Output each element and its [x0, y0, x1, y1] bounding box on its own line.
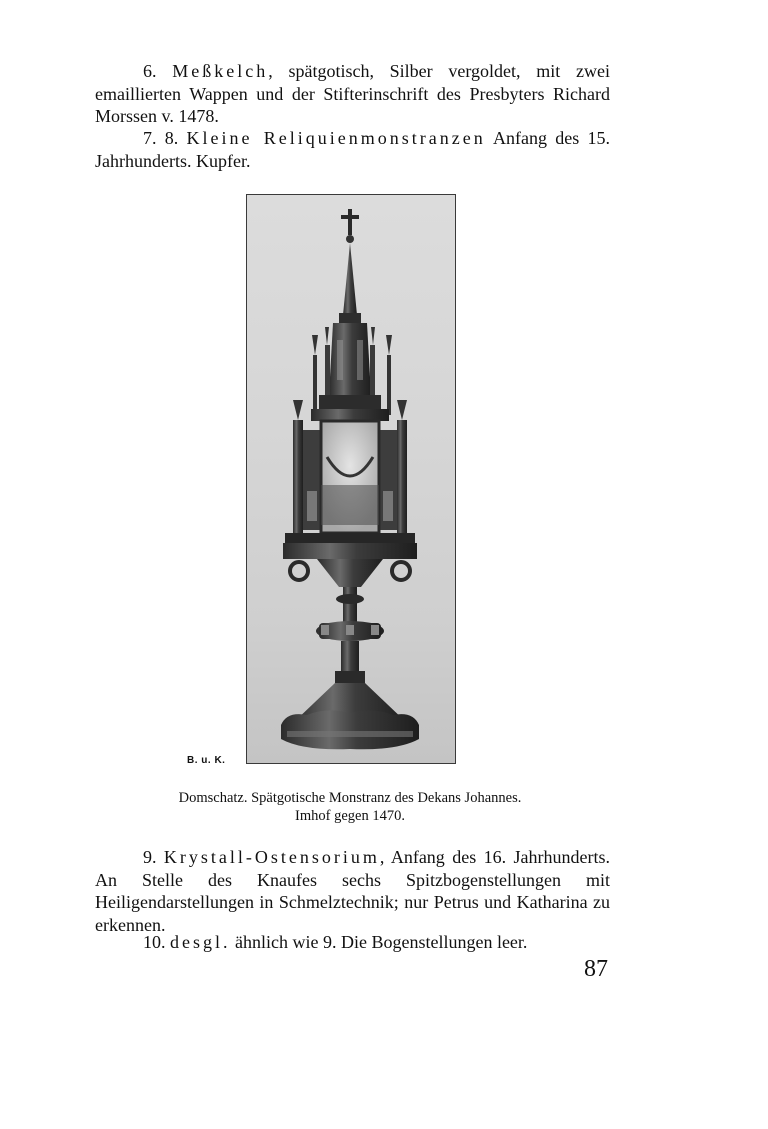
entry-text: , Anfang des 16. Jahrhunderts. An Stelle des Knaufes sechs Spitzbogenstellungen mit Heiligendarstellungen in Schmelztechnik; nur Petrus und Katharina zu erkennen. — [95, 847, 611, 935]
entry-text: Anfang des 15. Jahrhunderts. Kupfer. — [95, 128, 611, 171]
entry-7-8 — [95, 127, 610, 172]
entry-number: 9. — [143, 847, 157, 867]
entry-text: , spätgotisch, Silber vergoldet, mit zwei emaillierten Wappen und der Stifterinschrift des Presbyters Richard Morssen v. 1478. — [95, 61, 610, 126]
caption-line: Domschatz. Spätgotische Monstranz des Dekans Johannes. — [178, 790, 522, 806]
entry-number: 7. 8. — [143, 128, 179, 148]
page-number: 87 — [584, 956, 608, 982]
entry-title: Meßkelch — [172, 61, 269, 81]
entry-number: 6. — [143, 61, 157, 81]
entry-10 — [95, 931, 610, 954]
monstrance-photograph — [246, 194, 456, 764]
photo-credit: B. u. K. — [187, 755, 226, 766]
entry-text: ähnlich wie 9. Die Bogenstellungen leer. — [230, 932, 528, 952]
entry-title: desgl. — [170, 932, 231, 952]
entry-6 — [95, 60, 610, 128]
figure-caption — [150, 789, 550, 825]
entry-title: Kleine Reliquienmonstranzen — [186, 128, 486, 148]
entry-9 — [95, 846, 610, 936]
entry-number: 10. — [143, 932, 166, 952]
caption-line: Imhof gegen 1470. — [295, 808, 405, 824]
entry-title: Krystall-Ostensorium — [163, 847, 380, 867]
